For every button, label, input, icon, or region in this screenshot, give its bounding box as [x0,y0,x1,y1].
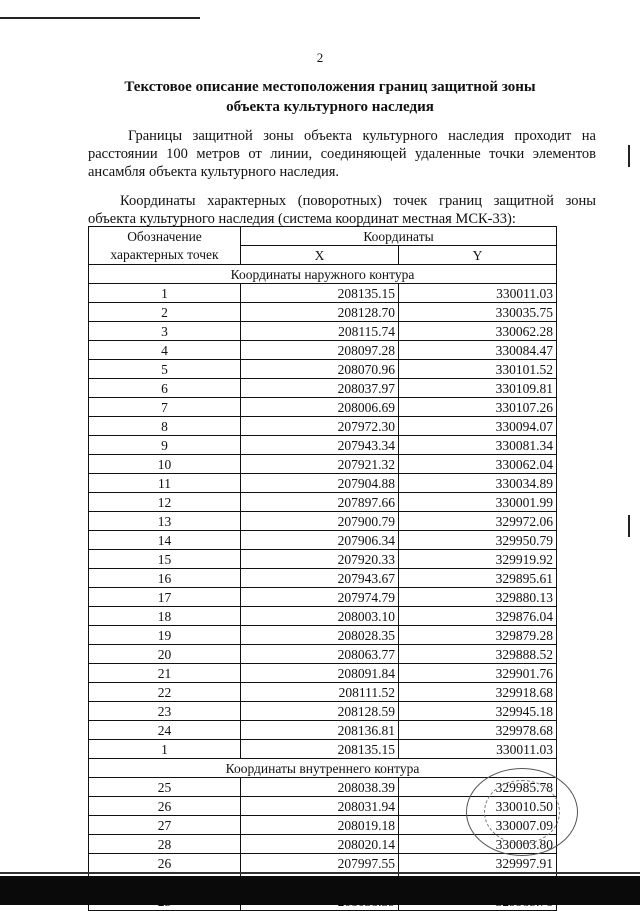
point-cell: 9 [89,436,241,455]
section-heading: Координаты внутреннего контура [89,759,557,778]
point-cell: 17 [89,588,241,607]
y-cell: 330107.26 [399,398,557,417]
x-cell: 208136.81 [241,721,399,740]
point-cell: 20 [89,645,241,664]
table-row [89,664,557,683]
section-row [89,759,557,778]
table-row [89,550,557,569]
scan-edge [0,872,640,874]
header-x: X [241,246,399,265]
x-cell: 208135.15 [241,284,399,303]
x-cell: 207920.33 [241,550,399,569]
point-cell: 6 [89,379,241,398]
x-cell: 208097.28 [241,341,399,360]
y-cell: 329888.52 [399,645,557,664]
x-cell: 207904.88 [241,474,399,493]
x-cell: 208091.84 [241,664,399,683]
point-cell: 23 [89,702,241,721]
table-row [89,626,557,645]
table-row [89,702,557,721]
y-cell: 330094.07 [399,417,557,436]
section-heading: Координаты наружного контура [89,265,557,284]
point-cell: 10 [89,455,241,474]
table-row [89,588,557,607]
point-cell: 3 [89,322,241,341]
x-cell: 207997.55 [241,854,399,873]
table-row [89,569,557,588]
table-header-row [89,227,557,246]
point-cell: 25 [89,778,241,797]
point-cell: 27 [89,816,241,835]
point-cell: 15 [89,550,241,569]
y-cell: 330062.04 [399,455,557,474]
point-cell: 13 [89,512,241,531]
y-cell: 330081.34 [399,436,557,455]
margin-mark [628,515,630,537]
point-cell: 11 [89,474,241,493]
x-cell: 208128.70 [241,303,399,322]
table-row [89,854,557,873]
point-cell: 16 [89,569,241,588]
table-row [89,455,557,474]
point-cell: 2 [89,303,241,322]
title-line: объекта культурного наследия [226,99,434,115]
y-cell: 330062.28 [399,322,557,341]
x-cell: 207972.30 [241,417,399,436]
point-cell: 22 [89,683,241,702]
point-cell: 1 [89,740,241,759]
y-cell: 329950.79 [399,531,557,550]
y-cell: 329945.18 [399,702,557,721]
y-cell: 330001.99 [399,493,557,512]
top-rule [0,17,200,19]
table-row [89,322,557,341]
x-cell: 208028.35 [241,626,399,645]
table-row [89,721,557,740]
table-row [89,398,557,417]
y-cell: 330101.52 [399,360,557,379]
y-cell: 330011.03 [399,740,557,759]
y-cell: 329876.04 [399,607,557,626]
point-cell: 7 [89,398,241,417]
y-cell: 330011.03 [399,284,557,303]
y-cell: 329880.13 [399,588,557,607]
header-point-designation [89,227,241,265]
table-row [89,379,557,398]
page-number: 2 [316,50,324,65]
table-row [89,645,557,664]
point-cell: 18 [89,607,241,626]
x-cell: 208031.94 [241,797,399,816]
point-cell: 12 [89,493,241,512]
x-cell: 207943.67 [241,569,399,588]
table-row [89,683,557,702]
margin-mark [628,145,630,167]
table-row [89,531,557,550]
header-y: Y [399,246,557,265]
table-row [89,740,557,759]
table-row [89,512,557,531]
x-cell: 208111.52 [241,683,399,702]
x-cell: 208037.97 [241,379,399,398]
x-cell: 208019.18 [241,816,399,835]
x-cell: 208115.74 [241,322,399,341]
x-cell: 208006.69 [241,398,399,417]
point-cell: 5 [89,360,241,379]
point-cell: 28 [89,835,241,854]
point-cell: 26 [89,797,241,816]
title-line: Текстовое описание местоположения границ защитной зоны [124,79,536,95]
table-row [89,436,557,455]
section-row [89,265,557,284]
table-body [89,265,557,911]
y-cell: 329918.68 [399,683,557,702]
x-cell: 207943.34 [241,436,399,455]
header-coordinates: Координаты [241,227,557,246]
x-cell: 208128.59 [241,702,399,721]
scan-bottom-border [0,876,640,905]
header-text: Обозначение [127,228,202,244]
point-cell: 4 [89,341,241,360]
point-cell: 8 [89,417,241,436]
y-cell: 329919.92 [399,550,557,569]
y-cell: 330084.47 [399,341,557,360]
y-cell: 329978.68 [399,721,557,740]
point-cell: 14 [89,531,241,550]
coordinates-intro-paragraph: Координаты характерных (поворотных) точек границ защитной зоны объекта культурного наследия (система координат местная МСК-33): [88,193,596,227]
table-row [89,474,557,493]
x-cell: 207897.66 [241,493,399,512]
y-cell: 330010.50 [399,797,557,816]
table-row [89,417,557,436]
y-cell: 329879.28 [399,626,557,645]
point-cell: 24 [89,721,241,740]
table-row [89,303,557,322]
y-cell: 330034.89 [399,474,557,493]
x-cell: 208038.39 [241,778,399,797]
x-cell: 207974.79 [241,588,399,607]
description-paragraph: Границы защитной зоны объекта культурного наследия проходит на расстоянии 100 метров от линии, соединяющей удаленные точки элементов ансамбля объекта культурного наследия. [88,128,596,180]
x-cell: 208070.96 [241,360,399,379]
x-cell: 207900.79 [241,512,399,531]
x-cell: 207906.34 [241,531,399,550]
coordinates-table [88,226,557,911]
point-cell: 21 [89,664,241,683]
y-cell: 329985.78 [399,778,557,797]
header-text: характерных точек [110,246,219,262]
y-cell: 330109.81 [399,379,557,398]
table-row [89,607,557,626]
table-row [89,797,557,816]
y-cell: 329895.61 [399,569,557,588]
x-cell: 208003.10 [241,607,399,626]
table-row [89,360,557,379]
point-cell: 1 [89,284,241,303]
y-cell: 329901.76 [399,664,557,683]
table-row [89,493,557,512]
point-cell: 19 [89,626,241,645]
y-cell: 329997.91 [399,854,557,873]
x-cell: 208135.15 [241,740,399,759]
y-cell: 329972.06 [399,512,557,531]
table-row [89,778,557,797]
x-cell: 208020.14 [241,835,399,854]
point-cell: 26 [89,854,241,873]
table-row [89,816,557,835]
y-cell: 330035.75 [399,303,557,322]
y-cell: 330003.80 [399,835,557,854]
table-row [89,341,557,360]
x-cell: 208063.77 [241,645,399,664]
x-cell: 207921.32 [241,455,399,474]
y-cell: 330007.09 [399,816,557,835]
document-title [60,77,600,117]
table-row [89,835,557,854]
table-row [89,284,557,303]
